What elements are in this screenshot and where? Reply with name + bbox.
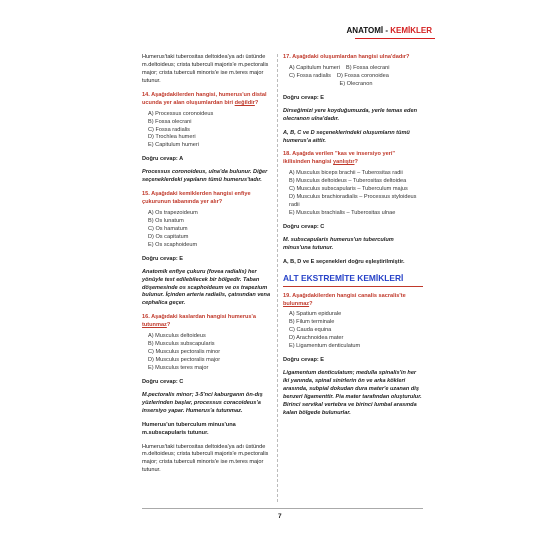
- paragraph-insertions: Humerus'taki tuberositas deltoidea'ya adı üstünde m.deltoideus; crista tuberculi majoris'e m.pectoralis major; crista tuberculi minoris'e ise m.teres major tutunur.: [142, 443, 269, 474]
- option: C) Fossa radialis: [148, 126, 190, 133]
- paragraph-intro: Humerus'taki tuberositas deltoidea'ya adı üstünde m.deltoideus; crista tuberculi majoris'e m.pectoralis major; crista tuberculi minoris'e ise m.teres major tutunur.: [142, 54, 269, 84]
- option: C) Os hamatum: [148, 225, 188, 232]
- option: C) Cauda equina: [289, 327, 332, 334]
- question-16-emphasis: tutunmaz: [142, 322, 167, 329]
- option: A) Capitulum humeri: [289, 64, 340, 71]
- option: A) Musculus deltoideus: [148, 333, 206, 340]
- header-rule: [355, 38, 435, 39]
- question-14-text: 14. Aşağıdakilerden hangisi, humerus'un distal ucunda yer alan oluşumlardan biri: [142, 91, 267, 106]
- option: A) Spatium epidurale: [289, 311, 342, 318]
- explanation-16: M.pectoralis minor; 3-5'nci kaburganın ön-dış yüzlerinden başlar, processus coracoideus'a insersiyo yapar. Humerus'a tutunmaz.: [142, 391, 263, 414]
- page-number: 7: [278, 513, 282, 520]
- option: E) Musculus brachialis – Tuberositas ulnae: [289, 210, 396, 216]
- answer-18: Doğru cevap: C: [283, 223, 325, 230]
- option: E) Os scaphoideum: [148, 241, 198, 248]
- option: C) Musculus pectoralis minor: [148, 349, 221, 356]
- explanation-17b: A, B, C ve D seçeneklerindeki oluşumların tümü humerus'a aittir.: [283, 129, 410, 144]
- option: A) Processus coronoideus: [148, 110, 214, 117]
- paragraph-subscapularis: Humerus'un tuberculum minus'una m.subscapularis tutunur.: [142, 421, 236, 436]
- option: B) Musculus deltoideus – Tuberositas deltoidea: [289, 178, 407, 185]
- question-16-text: 16. Aşağıdaki kaslardan hangisi humerus'a: [142, 314, 256, 321]
- option: B) Fossa olecrani: [345, 64, 390, 71]
- option: E) Olecranon: [339, 80, 373, 87]
- option: C) Musculus subscapularis – Tuberculum majus: [289, 186, 408, 193]
- footer-rule: [142, 508, 423, 509]
- option: B) Filum terminale: [289, 319, 335, 326]
- answer-19: Doğru cevap: E: [283, 357, 325, 364]
- question-17-options: [289, 65, 423, 89]
- question-18: [283, 151, 423, 167]
- question-14: [142, 92, 274, 108]
- header-title-accent: KEMİKLER: [390, 26, 432, 35]
- header-title: [347, 26, 432, 35]
- question-17: 17. Aşağıdaki oluşumlardan hangisi ulna'dadır?: [283, 54, 410, 60]
- option: A) Musculus biceps brachii – Tuberositas radii: [289, 170, 403, 177]
- section-title: ALT EKSTREMİTE KEMİKLERİ: [283, 273, 423, 287]
- explanation-18b: A, B, D ve E seçenekleri doğru eşleştirilmiştir.: [283, 258, 405, 265]
- option: E) Musculus teres major: [148, 364, 209, 371]
- explanation-18: M. subscapularis humerus'un tuberculum minus'una tutunur.: [283, 236, 394, 251]
- option: D) Trochlea humeri: [148, 134, 196, 141]
- option: E) Ligamentum denticulatum: [289, 343, 361, 350]
- option: C) Fossa radialis: [289, 72, 331, 79]
- answer-16: Doğru cevap: C: [142, 378, 184, 385]
- option: B) Fossa olecrani: [148, 118, 192, 125]
- right-column: [283, 54, 423, 424]
- question-15-options: [148, 210, 274, 250]
- answer-14: Doğru cevap: A: [142, 156, 184, 163]
- option: A) Os trapezoideum: [148, 210, 198, 216]
- option: D) Musculus pectoralis major: [148, 357, 221, 363]
- option: D) Arachnoidea mater: [289, 335, 344, 342]
- question-19-suffix: ?: [309, 300, 313, 307]
- option: B) Os lunatum: [148, 217, 184, 224]
- question-18-emphasis: yanlıştır: [333, 159, 355, 166]
- question-19-options: [289, 311, 423, 351]
- left-column: [142, 54, 274, 481]
- answer-15: Doğru cevap: E: [142, 255, 184, 262]
- answer-17: Doğru cevap: E: [283, 94, 325, 101]
- option: D) Os capitatum: [148, 233, 189, 240]
- question-19: [283, 293, 423, 309]
- option: B) Musculus subscapularis: [148, 341, 215, 348]
- question-14-emphasis: değildir: [234, 99, 255, 106]
- question-16-options: [148, 333, 274, 373]
- question-14-options: [148, 111, 274, 151]
- explanation-19: Ligamentum denticulatum; medulla spinalis'in her iki yanında, spinal sinirlerin ön ve arka kökleri arasında, subpial dokudan dura mater'e uzanan diş benzeri ligamenttir. Pia mater tarafından oluşturulur. Birinci servikal vertebra ve birinci lumbal arasında kalan bölgede bulunurlar.: [283, 370, 422, 416]
- question-16-suffix: ?: [166, 322, 171, 329]
- option: D) Fossa coronoidea: [336, 72, 389, 79]
- question-19-text: 19. Aşağıdakilerden hangisi canalis sacralis'te: [283, 292, 406, 299]
- header-title-prefix: ANATOMİ -: [346, 26, 391, 35]
- option: D) Musculus brachioradialis – Processus styloideus radii: [289, 194, 417, 209]
- question-18-text: 18. Aşağıda verilen "kas ve insersiyo yeri" ikilisinden hangisi: [283, 151, 396, 166]
- question-18-options: [289, 170, 423, 218]
- explanation-15: Anatomik enfiye çukuru (fovea radialis) her yönüyle test edilebilecek bir bölgedir. Taban döşemesinde os scaphoideum ve os trapezium bulunur. İçinden arteria radialis, çatısından vena cephalica geçer.: [142, 268, 271, 307]
- column-divider: [277, 54, 278, 502]
- explanation-14: Processus coronoideus, ulna'da bulunur. Diğer seçeneklerdeki yapıların tümü humerus'tadır.: [142, 169, 268, 184]
- question-16: [142, 314, 274, 330]
- question-19-emphasis: bulunmaz: [283, 300, 310, 307]
- question-14-suffix: ?: [254, 99, 259, 106]
- option: E) Capitulum humeri: [148, 142, 199, 149]
- page-header: [0, 0, 550, 40]
- option-row: [289, 73, 423, 81]
- option-row: [289, 65, 423, 73]
- question-18-suffix: ?: [354, 159, 358, 166]
- explanation-17: Dirseğimizi yere koyduğumuzda, yerle temas eden olecranon ulna'dadır.: [283, 107, 417, 122]
- question-15: 15. Aşağıdaki kemiklerden hangisi enfiye çukurunun tabanında yer alır?: [142, 191, 251, 206]
